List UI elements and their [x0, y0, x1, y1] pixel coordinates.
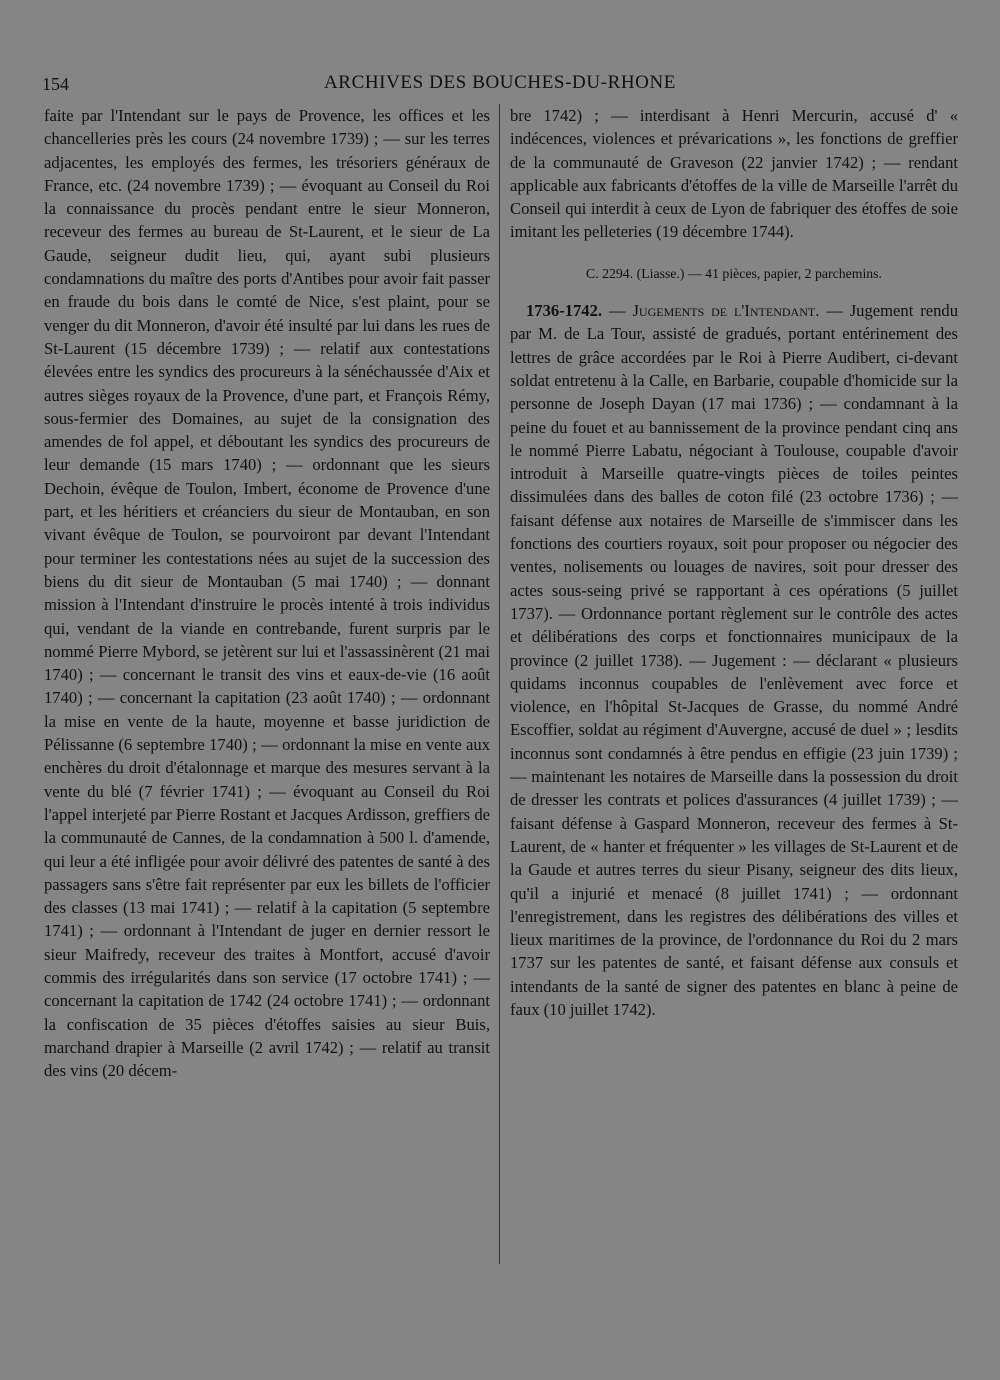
entry-date: 1736-1742. [526, 301, 603, 321]
column-divider [499, 104, 500, 1264]
entry-paragraph [510, 299, 958, 1021]
left-column [44, 104, 490, 1082]
right-column [510, 104, 958, 1021]
continuation-text: bre 1742) ; — interdisant à Henri Mercurin, accusé d' « indécences, violences et prévarications », les fonctions de greffier de la communauté de Graveson (22 janvier 1742) ; — rendant applicable aux fabricants d'étoffes de la ville de Marseille l'arrêt du Conseil qui interdit à ceux de Lyon de fabriquer des étoffes de soie imitant les pelleteries (19 décembre 1744). [510, 106, 958, 242]
running-title: ARCHIVES DES BOUCHES-DU-RHONE [323, 72, 677, 93]
entry-text: — Jugement rendu par M. de La Tour, assisté de gradués, portant entérinement des lettres de grâce accordées par le Roi à Pierre Audibert, ci-devant soldat entretenu à la Calle, en Barbarie, coupable d'homicide sur la personne de Joseph Dayan (17 mai 1736) ; — condamnant à la peine du fouet et au bannissement de la province pendant cinq ans le nommé Pierre Labatu, négociant à Toulouse, coupable d'avoir introduit à Marseille quatre-vingts pièces de toiles peintes dissimulées dans des balles de coton filé (23 octobre 1736) ; — faisant défense aux notaires de Marseille de s'immiscer dans les fonctions des courtiers royaux, soit pour proposer ou négocier des ventes, nolisements ou louages de navires, soit pour dresser des actes sous-seing privé se rapportant à ces opérations (5 juillet 1737). — Ordonnance portant règlement sur le contrôle des actes et délibérations des corps et fonctionnaires municipaux de la province (2 juillet 1738). — Jugement : — déclarant « plusieurs quidams inconnus coupables de l'enlèvement avec force et violence, en l'hôpital St-Jacques de Grasse, du nommé André Escoffier, soldat au régiment d'Auvergne, accusé de duel » ; lesdits inconnus sont condamnés à être pendus en effigie (23 juin 1739) ; — maintenant les notaires de Marseille dans la possession du droit de dresser les contrats et polices d'assurances (4 juillet 1739) ; — faisant défense à Gaspard Monneron, receveur des fermes à St-Laurent, de « hanter et fréquenter » les villages de St-Laurent et de la Gaude et autres terres du sieur Pisany, seigneur des dits lieux, qu'il a injurié et menacé (8 juillet 1741) ; — ordonnant l'enregistrement, dans les registres des délibérations des villes et lieux maritimes de la province, de l'ordonnance du Roi du 2 mars 1737 sur les patentes de santé, et faisant défense aux consuls et intendants de la santé de signer des patentes en blanc à peine de faux (10 juillet 1742). [510, 301, 958, 1019]
entry-separator: — [602, 301, 633, 321]
entry-rubric: Jugements de l'Intendant. [632, 301, 820, 321]
page-number: 154 [42, 74, 69, 94]
left-column-text: faite par l'Intendant sur le pays de Provence, les offices et les chancelleries près les cours (24 novembre 1739) ; — sur les terres adjacentes, les employés des fermes, les trésoriers généraux de France, etc. (24 novembre 1739) ; — évoquant au Conseil du Roi la connaissance du procès pendant entre le sieur Monneron, receveur des fermes au bureau de St-Laurent, et le sieur de La Gaude, seigneur dudit lieu, qui, ayant subi plusieurs condamnations du maître des ports d'Antibes pour avoir fait passer en fraude du bois dans le comté de Nice, s'est plaint, pour se venger du dit Monneron, d'avoir été insulté par lui dans les rues de St-Laurent (15 décembre 1739) ; — relatif aux contestations élevées entre les syndics des procureurs à la sénéchaussée d'Aix et autres sièges royaux de la Provence, d'une part, et François Rémy, sous-fermier des Domaines, au sujet de la consignation des amendes de fol appel, et déboutant les syndics des procureurs de leur demande (15 mars 1740) ; — ordonnant que les sieurs Dechoin, évêque de Toulon, Imbert, économe de Provence d'une part, et les héritiers et créanciers du sieur de Montauban, en son vivant évêque de Toulon, se pourvoiront par devant l'Intendant pour terminer les contestations nées au sujet de la succession des biens du dit sieur de Montauban (5 mai 1740) ; — donnant mission à l'Intendant d'instruire le procès intenté à trois individus qui, vendant de la viande en contrebande, furent surpris par le nommé Pierre Mybord, se jetèrent sur lui et l'assassinèrent (21 mai 1740) ; — concernant le transit des vins et eaux-de-vie (16 août 1740) ; — concernant la capitation (23 août 1740) ; — ordonnant la mise en vente de la haute, moyenne et basse juridiction de Pélissanne (6 septembre 1740) ; — ordonnant la mise en vente aux enchères du droit d'étalonnage et marque des mesures servant à la vente du blé (7 février 1741) ; — évoquant au Conseil du Roi l'appel interjeté par Pierre Rostant et Jacques Ardisson, greffiers de la communauté de Cannes, de la condamnation à 500 l. d'amende, qui leur a été infligée pour avoir délivré des patentes de santé à des passagers sans s'être fait représenter par eux les billets de l'officier des classes (13 mai 1741) ; — relatif à la capitation (5 septembre 1741) ; — ordonnant à l'Intendant de juger en dernier ressort le sieur Maifredy, receveur des traites à Montfort, accusé d'avoir commis des irrégularités dans son service (17 octobre 1741) ; — concernant la capitation de 1742 (24 octobre 1741) ; — ordonnant la confiscation de 35 pièces d'étoffes saisies au sieur Buis, marchand drapier à Marseille (2 avril 1742) ; — relatif au transit des vins (20 décem- [44, 106, 490, 1081]
archive-cote: C. 2294. (Liasse.) — 41 pièces, papier, 2 parchemins. [586, 265, 882, 281]
